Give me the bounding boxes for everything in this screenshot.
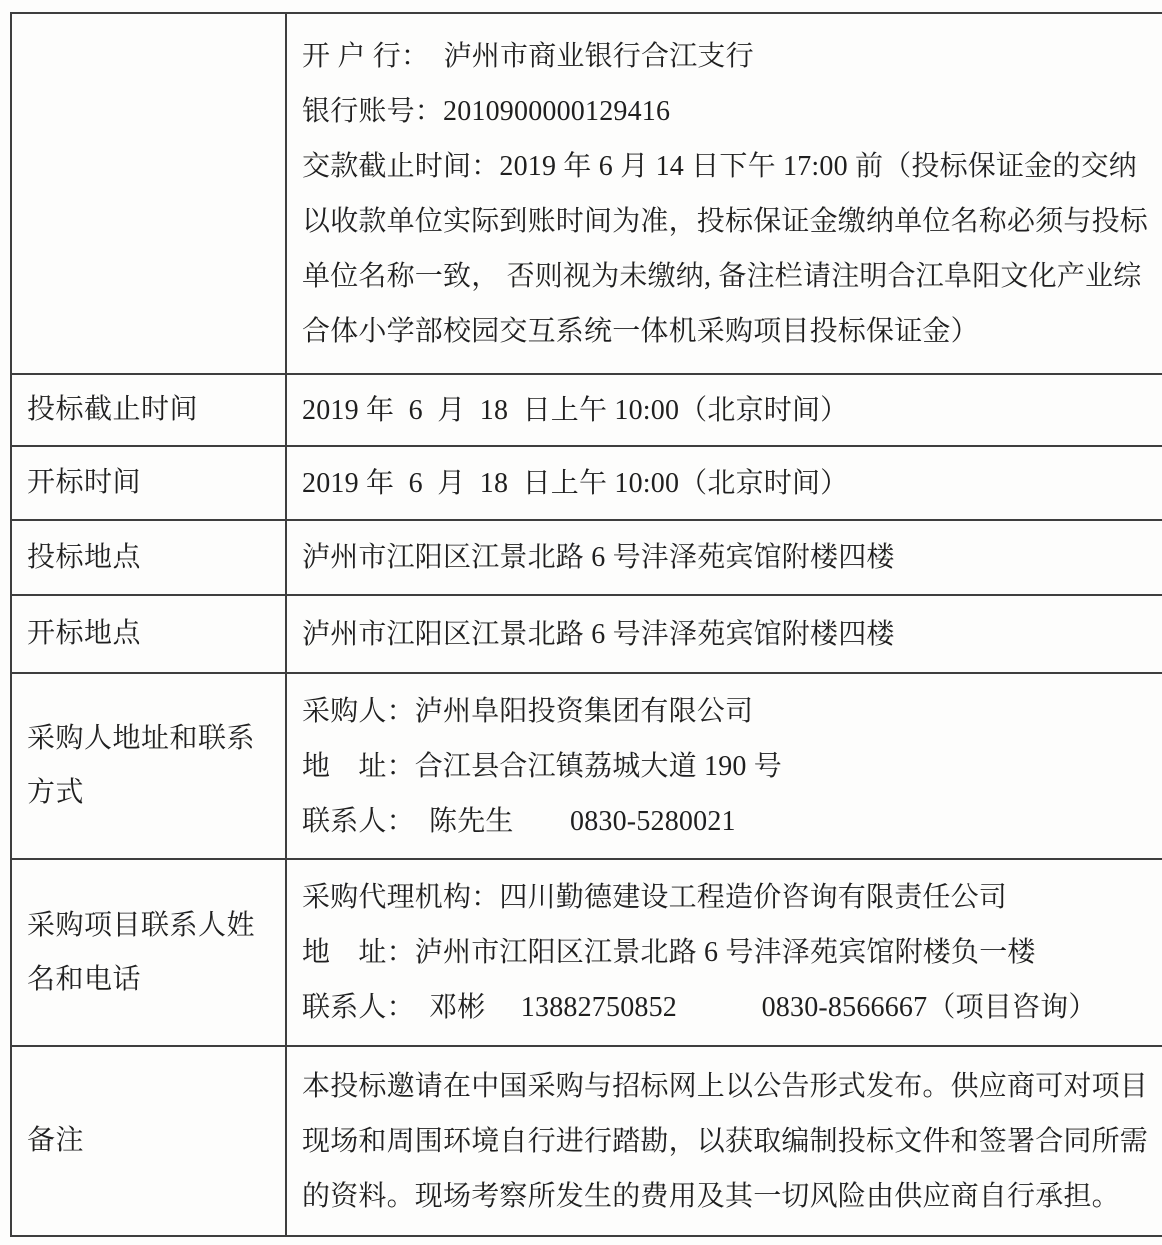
text-line: 地 址：合江县合江镇荔城大道 190 号 [302,750,783,782]
text-line: 泸州市江阳区江景北路 6 号沣泽苑宾馆附楼四楼 [302,542,895,573]
table-row [11,520,1162,595]
text-line: 交款截止时间：2019 年 6 月 14 日下午 17:00 前（投标保证金的交纳 [302,150,1137,182]
cell-text-lines [302,870,1162,1035]
row-label-cell [11,1046,286,1236]
row-label-cell [11,13,286,374]
cell-text-lines [302,456,1162,511]
text-line: 联系人： 陈先生 0830-5280021 [302,805,736,837]
text-line: 采购代理机构：四川勤德建设工程造价咨询有限责任公司 [302,882,1008,913]
table-row [11,13,1162,374]
table-row [11,859,1162,1046]
row-label-cell [11,374,286,446]
cell-text-lines [302,1059,1162,1224]
table-row [11,595,1162,673]
table-row [11,673,1162,859]
row-content-cell [286,1046,1162,1236]
tender-info-table [10,12,1162,1237]
text-line: 的资料。现场考察所发生的费用及其一切风险由供应商自行承担。 [302,1180,1120,1212]
cell-text-lines [302,383,1162,438]
row-content-cell [286,859,1162,1046]
row-label: 采购人地址和联系方式 [27,723,256,808]
row-content-cell [286,673,1162,859]
text-line: 2019 年 6 月 18 日上午 10:00（北京时间） [302,467,849,499]
row-label-cell [11,859,286,1046]
row-label: 开标地点 [27,618,142,649]
text-line: 联系人： 邓彬 13882750852 0830-8566667（项目咨询） [302,992,1097,1023]
row-label-cell [11,446,286,520]
row-content-cell [286,520,1162,595]
text-line: 本投标邀请在中国采购与招标网上以公告形式发布。供应商可对项目 [302,1070,1149,1102]
table-row [11,1046,1162,1236]
text-line: 合体小学部校园交互系统一体机采购项目投标保证金） [302,315,979,347]
text-line: 开 户 行： 泸州市商业银行合江支行 [302,40,754,72]
row-label-cell [11,673,286,859]
cell-text-lines [302,530,1162,585]
text-line: 单位名称一致， 否则视为未缴纳, 备注栏请注明合江阜阳文化产业综 [302,260,1142,292]
row-label: 投标截止时间 [27,394,199,425]
text-line: 2019 年 6 月 18 日上午 10:00（北京时间） [302,394,849,426]
table-row [11,374,1162,446]
text-line: 地 址：泸州市江阳区江景北路 6 号沣泽苑宾馆附楼负一楼 [302,937,1036,968]
cell-text-lines [302,684,1162,849]
text-line: 泸州市江阳区江景北路 6 号沣泽苑宾馆附楼四楼 [302,618,895,650]
cell-text-lines [302,607,1162,662]
row-label: 投标地点 [27,541,142,573]
row-content-cell [286,374,1162,446]
text-line: 以收款单位实际到账时间为准，投标保证金缴纳单位名称必须与投标 [302,205,1149,237]
cell-text-lines [302,29,1162,359]
row-content-cell [286,595,1162,673]
text-line: 采购人：泸州阜阳投资集团有限公司 [302,695,754,727]
row-label: 开标时间 [27,467,142,498]
row-label-cell [11,520,286,595]
row-label: 备注 [27,1125,85,1156]
row-content-cell [286,13,1162,374]
text-line: 现场和周围环境自行进行踏勘，以获取编制投标文件和签署合同所需 [302,1125,1149,1157]
row-label-cell [11,595,286,673]
table-row [11,446,1162,520]
text-line: 银行账号：2010900000129416 [302,95,671,127]
row-label: 采购项目联系人姓名和电话 [27,909,256,995]
row-content-cell [286,446,1162,520]
